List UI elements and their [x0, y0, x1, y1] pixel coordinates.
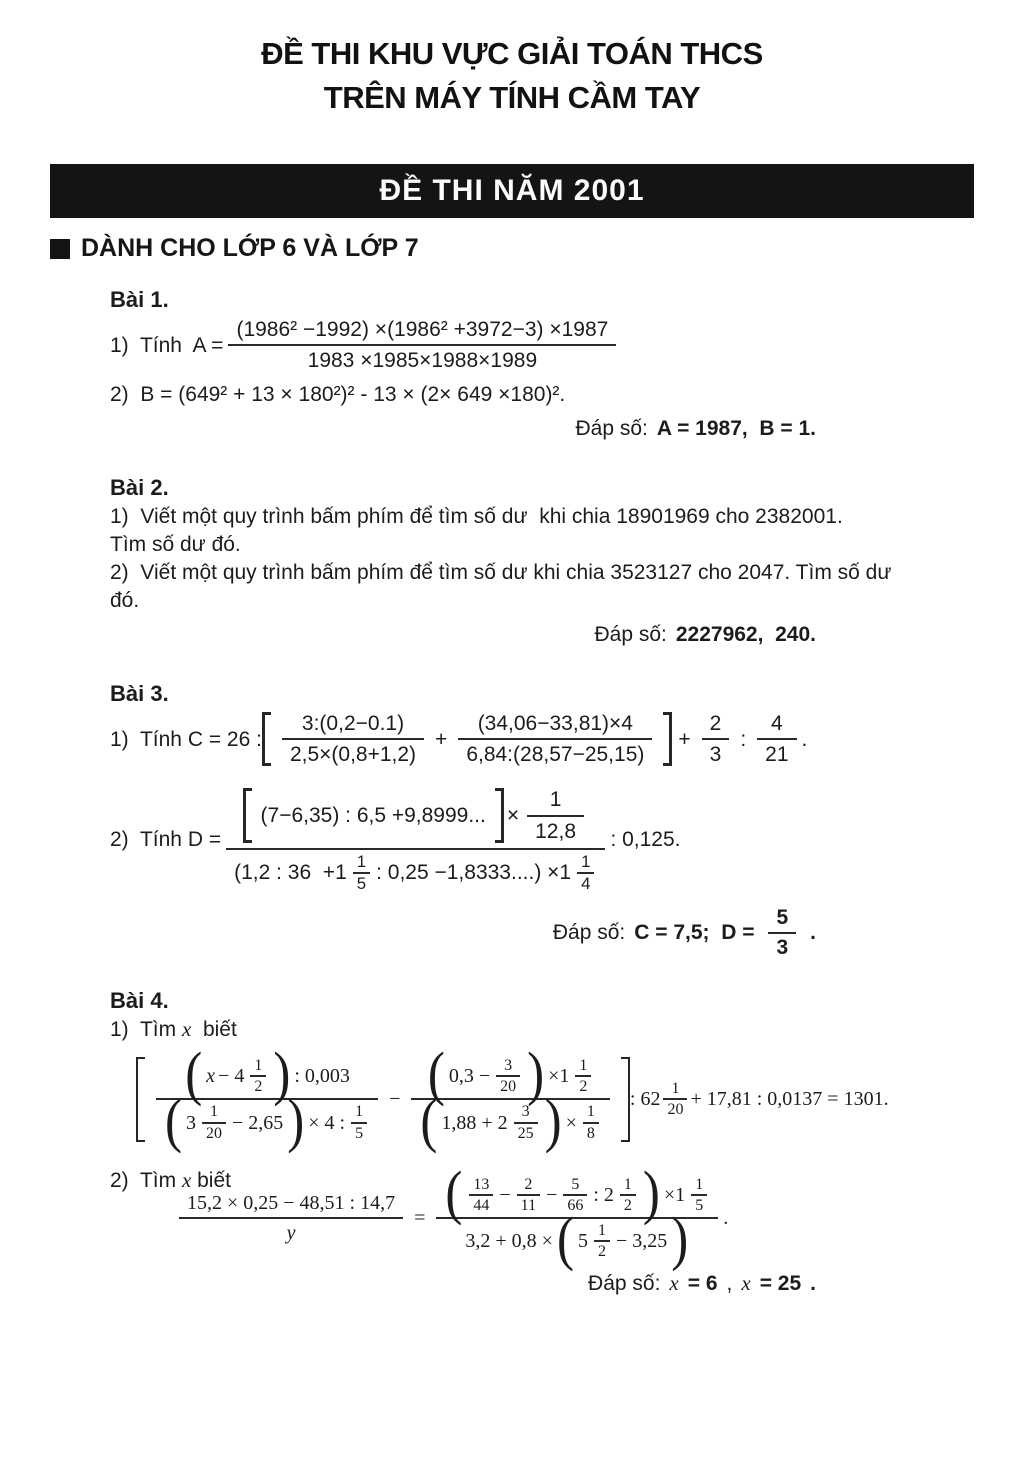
fraction-1-over-2	[250, 1056, 266, 1096]
term: 3,2 + 0,8 ×	[465, 1230, 553, 1253]
left-paren: (	[165, 1088, 182, 1155]
fraction-denominator: 2	[575, 1075, 591, 1096]
problem-2-line3: 2) Viết một quy trình bấm phím để tìm số dư khi chia 3523127 cho 2047. Tìm số dư	[110, 561, 892, 585]
problem-4	[110, 988, 994, 1296]
right-paren: )	[527, 1042, 545, 1109]
answer-value: = 25	[759, 1271, 802, 1295]
fraction-denominator	[436, 1207, 718, 1274]
fraction-numerator: 1	[355, 1103, 364, 1121]
term: ×1	[548, 1065, 570, 1088]
right-paren: )	[273, 1042, 291, 1109]
term: : 62	[629, 1088, 661, 1111]
fraction-numerator: 1	[695, 1175, 704, 1193]
fraction-1-over-20	[202, 1102, 226, 1142]
d-denominator-text2: : 0,25 −1,8333....) ×1	[376, 861, 572, 885]
term: 3	[185, 1111, 196, 1134]
fraction-13-over-44	[469, 1175, 493, 1215]
problem-2	[110, 475, 994, 647]
right-bracket	[663, 712, 672, 766]
term: ×	[565, 1111, 577, 1134]
fraction-numerator	[411, 1042, 610, 1109]
fraction-denominator: 44	[469, 1194, 493, 1215]
fraction-numerator: 2	[709, 712, 722, 736]
fraction-denominator: 25	[514, 1122, 538, 1143]
fraction-numerator	[156, 1042, 378, 1109]
fraction-1-over-2	[594, 1221, 610, 1261]
fraction-1-over-20	[663, 1079, 687, 1119]
section-heading-label: DÀNH CHO LỚP 6 VÀ LỚP 7	[81, 234, 419, 263]
find-x-text: 2) Tìm	[110, 1168, 182, 1192]
fraction-denominator: 4	[577, 872, 594, 894]
answer-4	[110, 1271, 994, 1296]
fraction-42-right	[436, 1160, 718, 1274]
fraction-denominator: 8	[583, 1122, 599, 1143]
fraction-denominator: 1983 ×1985×1988×1989	[228, 344, 616, 375]
plus-operator: +	[435, 727, 448, 751]
fraction-numerator: 1	[597, 1222, 606, 1240]
colon-operator: :	[740, 727, 747, 751]
fraction-denominator: 3	[702, 738, 730, 769]
problem-2-heading: Bài 2.	[110, 475, 169, 501]
fraction-numerator: 2	[524, 1175, 533, 1193]
section-bullet-square-icon	[50, 239, 70, 259]
period: .	[801, 727, 808, 751]
fraction-1-over-12-8	[527, 785, 584, 845]
formula-b-line: 2) B = (649² + 13 × 180²)² - 13 × (2× 649 ×180)².	[110, 383, 566, 407]
fraction-3-over-20	[496, 1056, 520, 1096]
fraction-41-left	[156, 1042, 378, 1155]
times-operator: ×	[506, 803, 520, 827]
formula-c-label: 1) Tính C = 26 :	[110, 727, 262, 751]
variable-x: x	[181, 1017, 192, 1042]
problem-2-line1: 1) Viết một quy trình bấm phím để tìm số dư khi chia 18901969 cho 2382001.	[110, 505, 843, 529]
term: ×1	[663, 1183, 686, 1206]
fraction-denominator: 2	[594, 1240, 610, 1261]
left-paren: (	[445, 1160, 463, 1227]
fraction-denominator: 11	[517, 1194, 540, 1215]
problem-4-line1	[110, 1016, 994, 1044]
fraction-denominator: 20	[663, 1098, 687, 1119]
fraction-1-over-5	[351, 1102, 367, 1142]
term: − 4	[218, 1065, 245, 1088]
term: 1,88 + 2	[441, 1111, 508, 1134]
problems-content	[110, 287, 994, 1296]
fraction-numerator: 1	[254, 1057, 263, 1074]
fraction-numerator: 1	[356, 851, 367, 871]
fraction-numerator: 5	[776, 906, 789, 930]
formula-c-row	[110, 709, 994, 769]
problem-4-heading: Bài 4.	[110, 988, 169, 1014]
period: .	[810, 921, 816, 945]
fraction-denominator: 20	[202, 1122, 226, 1143]
formula-a-row	[110, 315, 994, 375]
fraction-denominator: 5	[353, 872, 370, 894]
fraction-1-over-2	[620, 1175, 636, 1215]
problem-2-line4: đó.	[110, 589, 140, 613]
fraction-2-over-11	[517, 1175, 540, 1215]
fraction-numerator: 3	[521, 1103, 530, 1121]
fraction-d-main	[226, 783, 605, 896]
left-paren: (	[556, 1207, 574, 1274]
answer-label: Đáp số:	[575, 417, 648, 441]
fraction-1-over-5	[353, 852, 370, 894]
d-numerator-text: (7−6,35) : 6,5 +9,8999...	[260, 803, 486, 827]
fraction-denominator: 2	[620, 1194, 636, 1215]
document-page	[0, 32, 1024, 1296]
answer-value: 2227962, 240.	[675, 623, 816, 647]
year-banner: ĐỀ THI NĂM 2001	[50, 164, 974, 218]
doc-title-line1: ĐỀ THI KHU VỰC GIẢI TOÁN THCS	[261, 36, 763, 71]
left-bracket	[243, 788, 252, 842]
answer-value: = 6	[687, 1271, 718, 1295]
minus-operator: −	[546, 1183, 558, 1206]
minus-operator: −	[389, 1088, 401, 1111]
fraction-1-over-8	[583, 1102, 599, 1142]
answer-label: Đáp số:	[594, 623, 667, 647]
term: 5	[577, 1230, 588, 1253]
comma: ,	[726, 1271, 733, 1295]
fraction-numerator: 4	[771, 712, 783, 736]
right-bracket	[621, 1057, 630, 1142]
biet-text: biết	[191, 1168, 231, 1192]
fraction-denominator: 21	[757, 738, 796, 769]
right-paren: )	[287, 1088, 305, 1155]
fraction-5-over-3	[768, 904, 796, 962]
problem-3	[110, 681, 994, 962]
minus-operator: −	[499, 1183, 511, 1206]
fraction-numerator	[226, 783, 605, 847]
doc-title-line2: TRÊN MÁY TÍNH CẦM TAY	[323, 80, 701, 116]
fraction-denominator: 3	[768, 932, 796, 962]
fraction-1-over-4	[577, 852, 594, 894]
fraction-denominator: 5	[351, 1122, 367, 1143]
fraction-3-over-25	[514, 1102, 538, 1142]
left-paren: (	[420, 1088, 438, 1155]
formula-d-label: 2) Tính D =	[110, 828, 222, 852]
term: : 0,003	[294, 1065, 350, 1088]
fraction-denominator: y	[179, 1217, 403, 1247]
fraction-denominator: 6,84:(28,57−25,15)	[458, 738, 652, 769]
fraction-numerator: 1	[581, 851, 591, 871]
fraction-numerator: 15,2 × 0,25 − 48,51 : 14,7	[187, 1192, 396, 1215]
fraction-numerator: 3:(0,2−0.1)	[301, 712, 405, 736]
period: .	[810, 1271, 816, 1295]
term: − 2,65	[231, 1111, 284, 1134]
right-bracket	[495, 788, 504, 842]
right-paren: )	[544, 1088, 562, 1155]
variable-x: x	[741, 1271, 751, 1296]
formula-42-row	[174, 1160, 994, 1274]
term: − 3,25	[615, 1230, 668, 1253]
fraction-numerator: 1	[549, 788, 562, 812]
fraction-42-left	[179, 1189, 403, 1247]
section-heading	[50, 234, 1024, 263]
variable-x: x	[669, 1271, 679, 1296]
fraction-1-over-5	[691, 1175, 707, 1215]
fraction-denominator: 66	[563, 1194, 587, 1215]
fraction-c2	[458, 709, 652, 769]
answer-3	[110, 904, 994, 962]
answer-label: Đáp số:	[588, 1271, 661, 1295]
fraction-denominator: 12,8	[527, 815, 584, 846]
term: : 2	[593, 1183, 614, 1206]
formula-d-row	[110, 783, 994, 896]
formula-a-label: 1) Tính A =	[110, 333, 224, 357]
fraction-41-right	[411, 1042, 610, 1155]
d-tail: : 0,125.	[610, 828, 681, 852]
fraction-numerator: 13	[473, 1175, 490, 1193]
fraction-two-thirds	[702, 709, 730, 769]
problem-1-heading: Bài 1.	[110, 287, 169, 313]
left-bracket	[262, 712, 271, 766]
fraction-denominator: 2,5×(0,8+1,2)	[282, 738, 424, 769]
fraction-c1	[282, 709, 424, 769]
fraction-numerator: 5	[571, 1175, 580, 1193]
answer-label: Đáp số:	[552, 921, 626, 945]
fraction-numerator: 3	[504, 1057, 513, 1074]
find-x-text: 1) Tìm	[110, 1018, 182, 1042]
problem-2-line2: Tìm số dư đó.	[110, 533, 241, 557]
fraction-four-21	[757, 709, 796, 769]
fraction-denominator: 2	[250, 1075, 266, 1096]
fraction-numerator: 1	[586, 1103, 595, 1121]
answer-1	[110, 417, 994, 441]
answer-value: A = 1987, B = 1.	[656, 417, 816, 441]
variable-x: x	[181, 1167, 192, 1192]
term: + 17,81 : 0,0137 = 1301.	[690, 1088, 889, 1111]
fraction-a	[228, 315, 616, 375]
period: .	[723, 1207, 729, 1230]
term: 0,3 −	[448, 1065, 491, 1088]
fraction-1-over-2	[575, 1056, 591, 1096]
plus-operator: +	[678, 727, 691, 751]
fraction-numerator: 1	[579, 1057, 588, 1074]
fraction-denominator: 20	[496, 1075, 520, 1096]
problem-3-heading: Bài 3.	[110, 681, 169, 707]
problem-1	[110, 287, 994, 441]
equals-operator: =	[414, 1207, 426, 1230]
variable-x: x	[206, 1065, 216, 1088]
fraction-numerator: (34,06−33,81)×4	[477, 712, 633, 736]
d-denominator-text1: (1,2 : 36 +1	[234, 861, 347, 885]
formula-41-row	[136, 1042, 994, 1155]
term: × 4 :	[308, 1111, 346, 1134]
fraction-numerator: 1	[671, 1080, 680, 1098]
left-paren: (	[185, 1042, 203, 1109]
doc-title	[0, 32, 1024, 120]
fraction-denominator	[226, 848, 605, 896]
answer-value: C = 7,5; D =	[634, 921, 755, 945]
fraction-numerator: (1986² −1992) ×(1986² +3972−3) ×1987	[236, 318, 609, 342]
answer-2	[110, 623, 994, 647]
right-paren: )	[642, 1160, 660, 1227]
left-bracket	[136, 1057, 145, 1142]
fraction-numerator: 1	[209, 1103, 218, 1121]
left-paren: (	[427, 1042, 445, 1109]
right-paren: )	[671, 1207, 689, 1274]
biet-text: biết	[191, 1018, 237, 1042]
fraction-numerator: 1	[623, 1175, 632, 1193]
fraction-denominator: 5	[691, 1194, 707, 1215]
